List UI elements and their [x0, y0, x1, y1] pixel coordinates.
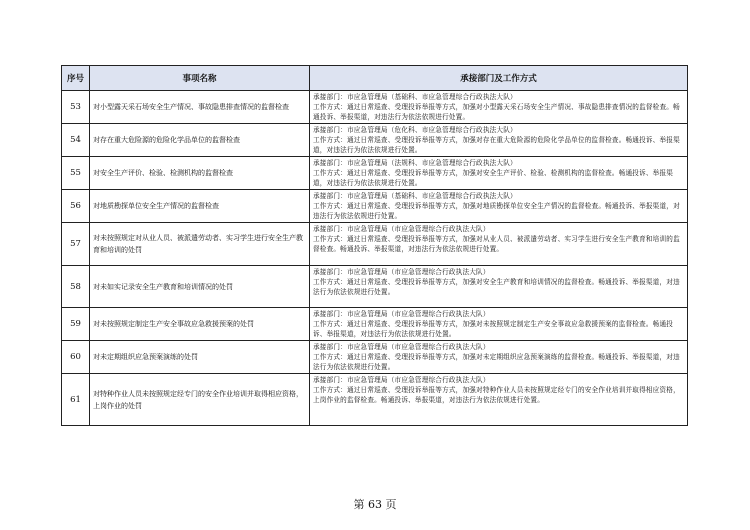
work-method: 工作方式：通过日常巡查、受理投诉举报等方式，加强对特种作业人员未按照规定经专门的安全作业培训并取得相应资格，上岗作业的监督检查。畅通投诉、举报渠道，对违法行为依法依规进行处置。 — [313, 386, 680, 404]
work-method: 工作方式：通过日常巡查、受理投诉举报等方式，加强对安全生产教育和培训情况的监督检查。畅通投诉、举报渠道，对违法行为依法依规进行处置。 — [313, 278, 680, 296]
table-row — [62, 266, 688, 308]
row-dept — [310, 266, 688, 308]
work-method: 工作方式：通过日常巡查、受理投诉举报等方式，加强对从业人员、被派遣劳动者、实习学生进行安全生产教育和培训的监督检查。畅通投诉、举报渠道，对违法行为依法依规进行处置。 — [313, 235, 680, 253]
work-method: 工作方式：通过日常巡查、受理投诉举报等方式，加强对存在重大危险源的危险化学品单位的监督检查。畅通投诉、举报渠道，对违法行为依法依规进行处置。 — [313, 136, 680, 154]
row-dept — [310, 124, 688, 157]
header-seq: 序号 — [62, 66, 90, 91]
row-item: 对未定期组织应急预案演练的处罚 — [90, 341, 310, 374]
row-seq: 53 — [62, 91, 90, 124]
dept-name: 承接部门：市应急管理局（市应急管理综合行政执法大队） — [313, 376, 490, 384]
dept-name: 承接部门：市应急管理局（法规科、市应急管理综合行政执法大队） — [313, 159, 517, 167]
table-row — [62, 308, 688, 341]
header-dept: 承接部门及工作方式 — [310, 66, 688, 91]
row-dept — [310, 91, 688, 124]
row-seq: 60 — [62, 341, 90, 374]
row-item: 对存在重大危险源的危险化学品单位的监督检查 — [90, 124, 310, 157]
row-item: 对未按照规定制定生产安全事故应急救援预案的处罚 — [90, 308, 310, 341]
row-seq: 61 — [62, 374, 90, 426]
row-item: 对未如实记录安全生产教育和培训情况的处罚 — [90, 266, 310, 308]
row-dept — [310, 190, 688, 223]
row-item: 对小型露天采石场安全生产情况、事故隐患排查情况的监督检查 — [90, 91, 310, 124]
table-row — [62, 91, 688, 124]
items-table — [61, 65, 688, 426]
table-row — [62, 223, 688, 266]
row-seq: 54 — [62, 124, 90, 157]
dept-name: 承接部门：市应急管理局（市应急管理综合行政执法大队） — [313, 225, 490, 233]
row-dept — [310, 308, 688, 341]
table-row — [62, 341, 688, 374]
row-dept — [310, 374, 688, 426]
row-dept — [310, 341, 688, 374]
row-dept — [310, 223, 688, 266]
work-method: 工作方式：通过日常巡查、受理投诉举报等方式，加强对小型露天采石场安全生产情况、事故隐患排查情况的监督检查。畅通投诉、举报渠道，对违法行为依法依规进行处置。 — [313, 103, 680, 121]
row-seq: 56 — [62, 190, 90, 223]
work-method: 工作方式：通过日常巡查、受理投诉举报等方式，加强对未按照规定制定生产安全事故应急救援预案的监督检查。畅通投诉、举报渠道，对违法行为依法依规进行处置。 — [313, 320, 674, 338]
work-method: 工作方式：通过日常巡查、受理投诉举报等方式，加强对安全生产评价、检验、检测机构的监督检查。畅通投诉、举报渠道，对违法行为依法依规进行处置。 — [313, 169, 674, 187]
table-header-row — [62, 66, 688, 91]
row-seq: 59 — [62, 308, 90, 341]
row-dept — [310, 157, 688, 190]
table-row — [62, 157, 688, 190]
row-item: 对未按照规定对从业人员、被派遣劳动者、实习学生进行安全生产教育和培训的处罚 — [90, 223, 310, 266]
dept-name: 承接部门：市应急管理局（市应急管理综合行政执法大队） — [313, 310, 490, 318]
dept-name: 承接部门：市应急管理局（基础科、市应急管理综合行政执法大队） — [313, 192, 517, 200]
table-row — [62, 190, 688, 223]
page-number: 第 63 页 — [353, 498, 397, 511]
table-row — [62, 374, 688, 426]
row-seq: 57 — [62, 223, 90, 266]
dept-name: 承接部门：市应急管理局（基础科、市应急管理综合行政执法大队） — [313, 93, 517, 101]
header-item: 事项名称 — [90, 66, 310, 91]
row-seq: 55 — [62, 157, 90, 190]
row-item: 对特种作业人员未按照规定经专门的安全作业培训并取得相应资格，上岗作业的处罚 — [90, 374, 310, 426]
row-item: 对地质勘探单位安全生产情况的监督检查 — [90, 190, 310, 223]
work-method: 工作方式：通过日常巡查、受理投诉举报等方式，加强对地质勘探单位安全生产情况的监督检查。畅通投诉、举报渠道，对违法行为依法依规进行处置。 — [313, 202, 680, 220]
dept-name: 承接部门：市应急管理局（危化科、市应急管理综合行政执法大队） — [313, 126, 517, 134]
dept-name: 承接部门：市应急管理局（市应急管理综合行政执法大队） — [313, 268, 490, 276]
work-method: 工作方式：通过日常巡查、受理投诉举报等方式，加强对未定期组织应急预案演练的监督检查。畅通投诉、举报渠道，对违法行为依法依规进行处置。 — [313, 353, 680, 371]
dept-name: 承接部门：市应急管理局（市应急管理综合行政执法大队） — [313, 343, 490, 351]
row-seq: 58 — [62, 266, 90, 308]
row-item: 对安全生产评价、检验、检测机构的监督检查 — [90, 157, 310, 190]
table-row — [62, 124, 688, 157]
